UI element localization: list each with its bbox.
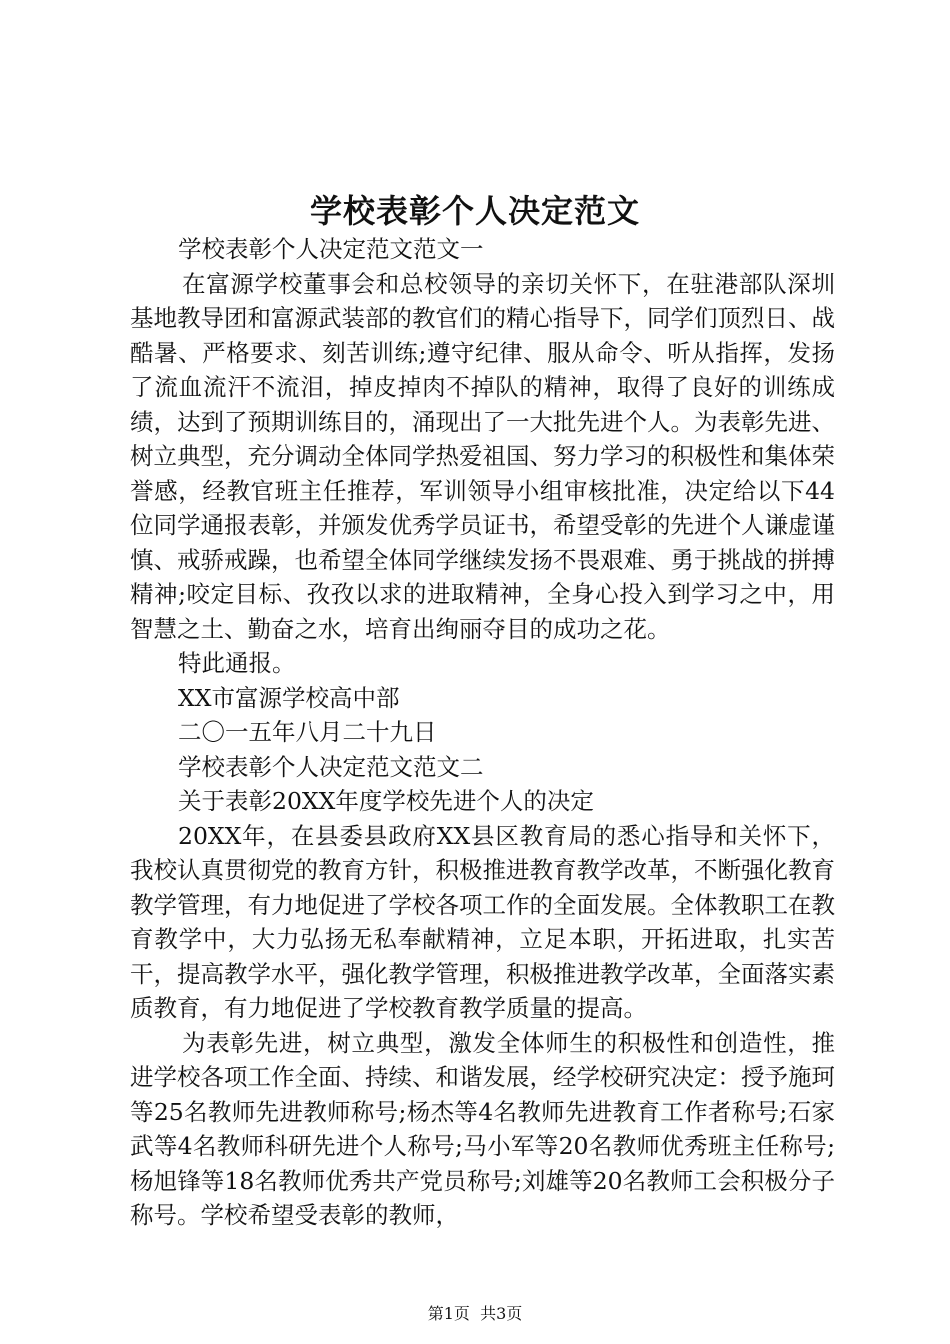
page-footer	[0, 1301, 950, 1324]
document-body	[130, 232, 835, 1233]
document-title: 学校表彰个人决定范文	[309, 192, 640, 230]
paragraph-1: 在富源学校董事会和总校领导的亲切关怀下，在驻港部队深圳基地教导团和富源武装部的教官们的精心指导下，同学们顶烈日、战酷暑、严格要求、刻苦训练;遵守纪律、服从命令、听从指挥，发扬了流血流汗不流泪，掉皮掉肉不掉队的精神，取得了良好的训练成绩，达到了预期训练目的，涌现出了一大批先进个人。为表彰先进、树立典型，充分调动全体同学热爱祖国、努力学习的积极性和集体荣誉感，经教官班主任推荐，军训领导小组审核批准，决定给以下44位同学通报表彰，并颁发优秀学员证书，希望受彰的先进个人谦虚谨慎、戒骄戒躁，也希望全体同学继续发扬不畏艰难、勇于挑战的拼搏精神;咬定目标、孜孜以求的进取精神，全身心投入到学习之中，用智慧之土、勤奋之水，培育出绚丽夺目的成功之花。	[130, 269, 835, 643]
section-heading-2: 学校表彰个人决定范文范文二	[178, 752, 484, 781]
page-total: 共3页	[480, 1304, 523, 1323]
page-number: 第1页	[427, 1304, 470, 1323]
paragraph-3: 为表彰先进，树立典型，激发全体师生的积极性和创造性，推进学校各项工作全面、持续、和谐发展，经学校研究决定：授予施珂等25名教师先进教师称号;杨杰等4名教师先进教育工作者称号;石家武等4名教师科研先进个人称号;马小军等20名教师优秀班主任称号;杨旭锋等18名教师优秀共产党员称号;刘雄等20名教师工会积极分子称号。学校希望受表彰的教师，	[130, 1028, 835, 1229]
signature-organization: XX市富源学校高中部	[178, 683, 400, 712]
paragraph-2: 20XX年，在县委县政府XX县区教育局的悉心指导和关怀下，我校认真贯彻党的教育方针，积极推进教育教学改革，不断强化教育教学管理，有力地促进了学校各项工作的全面发展。全体教职工在教育教学中，大力弘扬无私奉献精神，立足本职，开拓进取，扎实苦干，提高教学水平，强化教学管理，积极推进教学改革，全面落实素质教育，有力地促进了学校教育教学质量的提高。	[130, 821, 835, 1022]
paragraph-notice: 特此通报。	[178, 649, 296, 677]
section-heading-1: 学校表彰个人决定范文范文一	[178, 235, 484, 263]
signature-date: 二〇一五年八月二十九日	[178, 718, 437, 746]
decision-title: 关于表彰20XX年度学校先进个人的决定	[178, 787, 594, 815]
